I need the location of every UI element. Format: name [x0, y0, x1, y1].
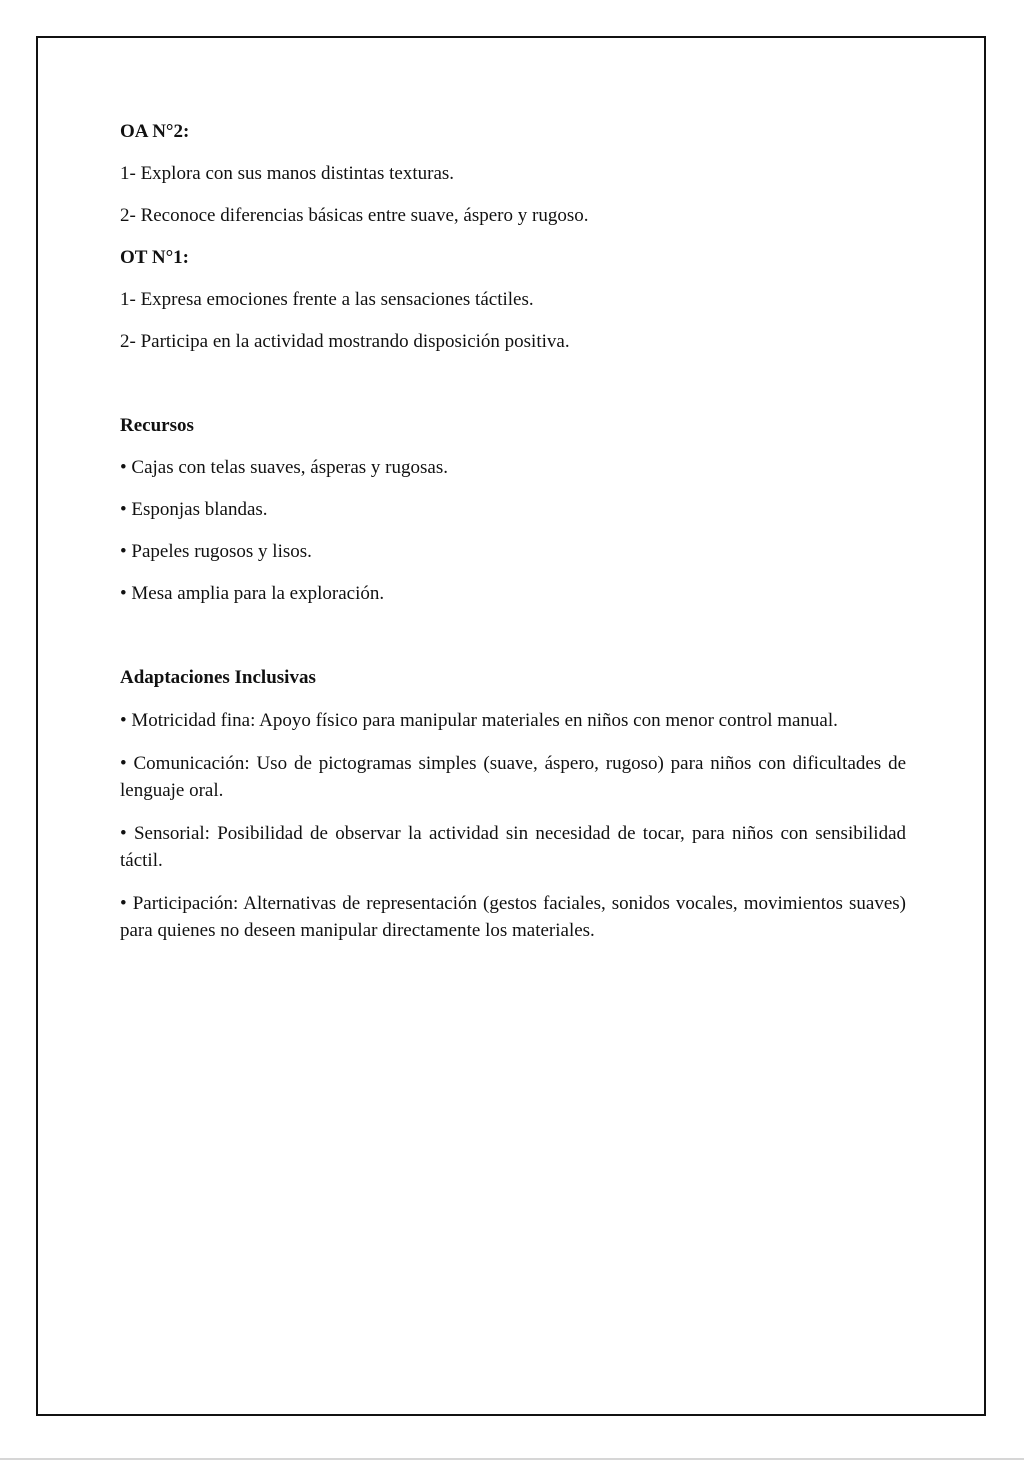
recursos-item: • Cajas con telas suaves, ásperas y rugosas. — [120, 457, 448, 478]
recursos-item: • Papeles rugosos y lisos. — [120, 541, 312, 562]
document-body — [120, 119, 906, 960]
ot-item: 2- Participa en la actividad mostrando disposición positiva. — [120, 331, 570, 352]
oa-heading: OA N°2: — [120, 121, 190, 142]
adaptaciones-item: • Comunicación: Uso de pictogramas simples (suave, áspero, rugoso) para niños con dificultades de lenguaje oral. — [120, 753, 906, 801]
recursos-item: • Esponjas blandas. — [120, 499, 268, 520]
recursos-heading: Recursos — [120, 415, 194, 436]
page-divider — [0, 1458, 1024, 1460]
oa-item: 1- Explora con sus manos distintas texturas. — [120, 163, 455, 184]
section-spacer — [120, 371, 906, 413]
ot-item: 1- Expresa emociones frente a las sensaciones táctiles. — [120, 289, 534, 310]
ot-heading: OT N°1: — [120, 247, 190, 268]
adaptaciones-heading: Adaptaciones Inclusivas — [120, 667, 316, 688]
recursos-item: • Mesa amplia para la exploración. — [120, 583, 385, 604]
adaptaciones-item: • Sensorial: Posibilidad de observar la actividad sin necesidad de tocar, para niños con sensibilidad táctil. — [120, 823, 906, 871]
section-spacer — [120, 623, 906, 665]
adaptaciones-item: • Participación: Alternativas de representación (gestos faciales, sonidos vocales, movimientos suaves) para quienes no deseen manipular directamente los materiales. — [120, 893, 906, 941]
adaptaciones-item: • Motricidad fina: Apoyo físico para manipular materiales en niños con menor control manual. — [120, 710, 838, 731]
oa-item: 2- Reconoce diferencias básicas entre suave, áspero y rugoso. — [120, 205, 589, 226]
